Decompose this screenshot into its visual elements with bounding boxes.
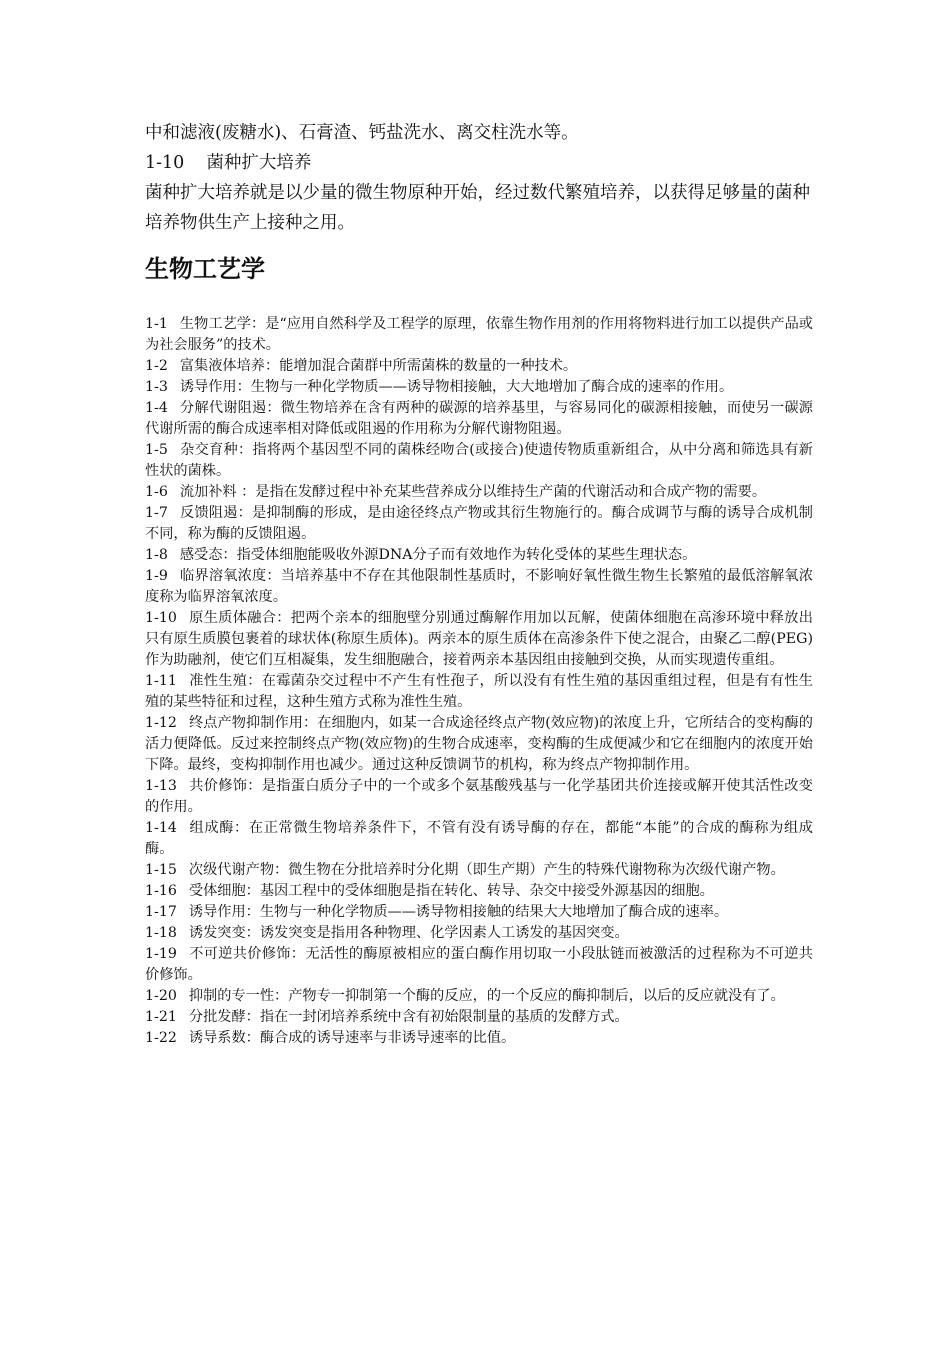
entry-number: 1-13 xyxy=(145,778,177,794)
glossary-entry xyxy=(145,482,813,503)
entry-number: 1-16 xyxy=(145,883,177,899)
entry-number: 1-22 xyxy=(145,1030,177,1046)
glossary-entry xyxy=(145,566,813,608)
entry-number: 1-7 xyxy=(145,505,168,521)
glossary-entry xyxy=(145,713,813,776)
entry-number: 1-19 xyxy=(145,946,177,962)
section-title: 生物工艺学 xyxy=(145,256,265,283)
glossary-entry xyxy=(145,545,813,566)
entry-text: 分解代谢阻遏：微生物培养在含有两种的碳源的培养基里，与容易同化的碳源相接触，而使另一碳源代谢所需的酶合成速率相对降低或阻遏的作用称为分解代谢物阻遏。 xyxy=(145,400,813,437)
entry-number: 1-2 xyxy=(145,358,168,374)
glossary-entry xyxy=(145,923,813,944)
entry-text: 不可逆共价修饰：无活性的酶原被相应的蛋白酶作用切取一小段肽链而被激活的过程称为不可逆共价修饰。 xyxy=(145,946,813,983)
glossary-entry xyxy=(145,356,813,377)
intro-block xyxy=(145,118,813,238)
glossary-entry xyxy=(145,398,813,440)
entry-number: 1-6 xyxy=(145,484,168,500)
entry-number: 1-3 xyxy=(145,379,168,395)
entry-text: 诱发突变：诱发突变是指用各种物理、化学因素人工诱发的基因突变。 xyxy=(188,925,629,941)
entry-text: 共价修饰：是指蛋白质分子中的一个或多个氨基酸残基与一化学基团共价连接或解开使其活性改变的作用。 xyxy=(145,778,813,815)
entry-number: 1-14 xyxy=(145,820,177,836)
glossary-entry xyxy=(145,776,813,818)
glossary-entry xyxy=(145,881,813,902)
entry-text: 分批发酵：指在一封闭培养系统中含有初始限制量的基质的发酵方式。 xyxy=(188,1009,629,1025)
glossary-entry xyxy=(145,440,813,482)
entry-number: 1-20 xyxy=(145,988,177,1004)
glossary-entry xyxy=(145,860,813,881)
entry-number: 1-15 xyxy=(145,862,177,878)
entry-text: 诱导作用：生物与一种化学物质——诱导物相接触的结果大大地增加了酶合成的速率。 xyxy=(188,904,729,920)
entry-text: 诱导系数：酶合成的诱导速率与非诱导速率的比值。 xyxy=(188,1030,516,1046)
glossary-entry xyxy=(145,671,813,713)
entry-number: 1-10 xyxy=(145,610,177,626)
entry-number: 1-11 xyxy=(145,673,177,689)
entry-text: 杂交育种：指将两个基因型不同的菌株经吻合(或接合)使遗传物质重新组合，从中分离和筛选具有新性状的菌株。 xyxy=(145,442,813,479)
entry-number: 1-21 xyxy=(145,1009,177,1025)
entry-text: 反馈阻遏：是抑制酶的形成，是由途径终点产物或其衍生物施行的。酶合成调节与酶的诱导合成机制不同，称为酶的反馈阻遏。 xyxy=(145,505,813,542)
entry-number: 1-4 xyxy=(145,400,168,416)
intro-heading xyxy=(145,148,813,178)
intro-line: 中和滤液(废糖水)、石膏渣、钙盐洗水、离交柱洗水等。 xyxy=(145,123,579,143)
entry-number: 1-5 xyxy=(145,442,168,458)
glossary-entry xyxy=(145,503,813,545)
entry-number: 1-9 xyxy=(145,568,168,584)
entry-text: 流加补料 ：是指在发酵过程中补充某些营养成分以维持生产菌的代谢活动和合成产物的需要。 xyxy=(179,484,767,500)
entry-text: 次级代谢产物：微生物在分批培养时分化期（即生产期）产生的特殊代谢物称为次级代谢产物。 xyxy=(188,862,785,878)
intro-paragraph: 菌种扩大培养就是以少量的微生物原种开始，经过数代繁殖培养，以获得足够量的菌种培养物供生产上接种之用。 xyxy=(145,183,810,233)
glossary-entry xyxy=(145,902,813,923)
glossary-entry xyxy=(145,818,813,860)
glossary-entry xyxy=(145,1007,813,1028)
entry-text: 终点产物抑制作用：在细胞内，如某一合成途径终点产物(效应物)的浓度上升，它所结合的变构酶的活力便降低。反过来控制终点产物(效应物)的生物合成速率，变构酶的生成便减少和它在细胞内的浓度开始下降。最终，变构抑制作用也减少。通过这种反馈调节的机构，称为终点产物抑制作用。 xyxy=(145,715,813,773)
intro-heading-number: 1-10 xyxy=(145,153,185,173)
entry-text: 组成酶：在正常微生物培养条件下，不管有没有诱导酶的存在，都能“本能”的合成的酶称为组成酶。 xyxy=(145,820,813,857)
entry-text: 受体细胞：基因工程中的受体细胞是指在转化、转导、杂交中接受外源基因的细胞。 xyxy=(188,883,714,899)
glossary-entry xyxy=(145,377,813,398)
entry-number: 1-12 xyxy=(145,715,177,731)
intro-heading-text: 菌种扩大培养 xyxy=(206,153,312,173)
glossary-entry xyxy=(145,608,813,671)
glossary-list xyxy=(145,314,813,1049)
entry-text: 准性生殖：在霉菌杂交过程中不产生有性孢子，所以没有有性生殖的基因重组过程，但是有有性生殖的某些特征和过程，这种生殖方式称为准性生殖。 xyxy=(145,673,813,710)
entry-number: 1-1 xyxy=(145,316,168,332)
entry-number: 1-18 xyxy=(145,925,177,941)
entry-text: 原生质体融合：把两个亲本的细胞壁分别通过酶解作用加以瓦解，使菌体细胞在高渗环境中释放出只有原生质膜包裹着的球状体(称原生质体)。两亲本的原生质体在高渗条件下使之混合，由聚乙二醇(PEG)作为助融剂，使它们互相凝集，发生细胞融合，接着两亲本基因组由接触到交换，从而实现遗传重组。 xyxy=(145,610,813,668)
glossary-entry xyxy=(145,944,813,986)
glossary-entry xyxy=(145,1028,813,1049)
glossary-entry xyxy=(145,314,813,356)
entry-text: 抑制的专一性：产物专一抑制第一个酶的反应，的一个反应的酶抑制后，以后的反应就没有了。 xyxy=(188,988,785,1004)
entry-text: 诱导作用：生物与一种化学物质——诱导物相接触，大大地增加了酶合成的速率的作用。 xyxy=(179,379,734,395)
entry-number: 1-17 xyxy=(145,904,177,920)
entry-number: 1-8 xyxy=(145,547,168,563)
glossary-entry xyxy=(145,986,813,1007)
entry-text: 临界溶氧浓度：当培养基中不存在其他限制性基质时，不影响好氧性微生物生长繁殖的最低溶解氧浓度称为临界溶氧浓度。 xyxy=(145,568,813,605)
entry-text: 富集液体培养：能增加混合菌群中所需菌株的数量的一种技术。 xyxy=(179,358,578,374)
entry-text: 感受态：指受体细胞能吸收外源DNA分子而有效地作为转化受体的某些生理状态。 xyxy=(179,547,697,563)
entry-text: 生物工艺学：是“应用自然科学及工程学的原理，依靠生物作用剂的作用将物料进行加工以提供产品或为社会服务”的技术。 xyxy=(145,316,813,353)
